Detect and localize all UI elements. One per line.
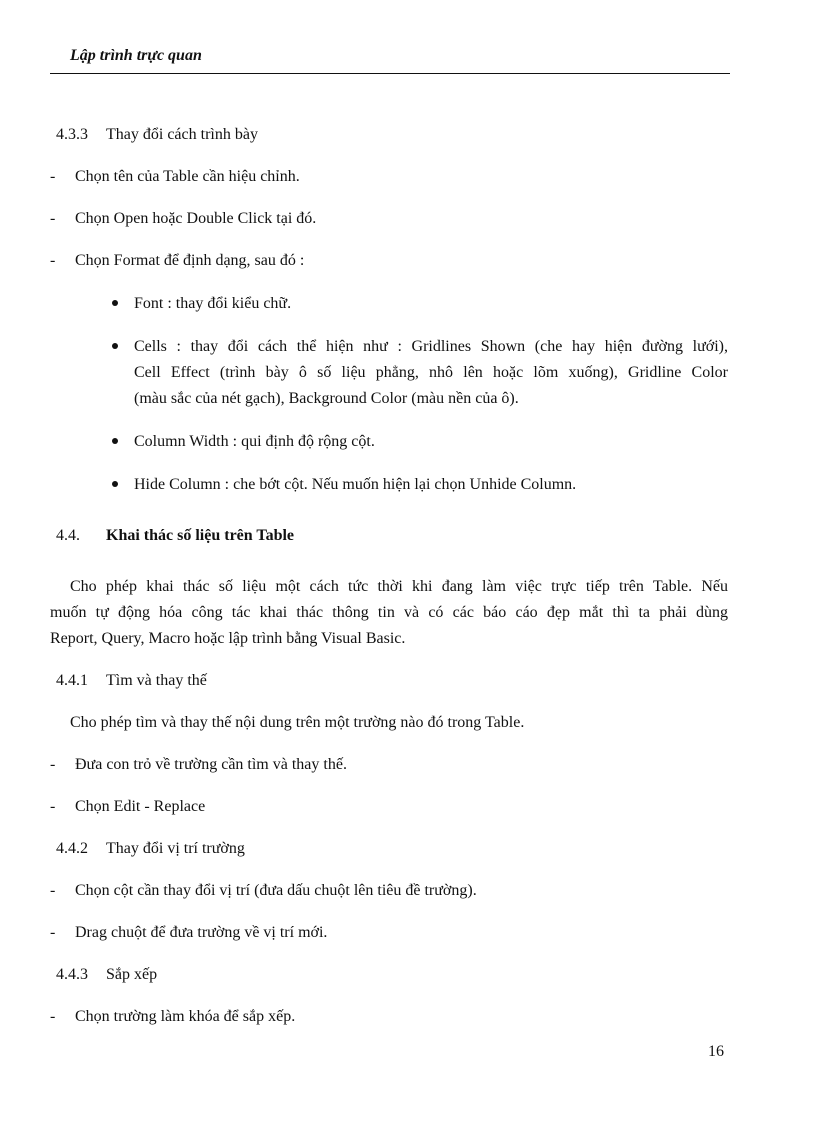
page-number: 16 (708, 1043, 724, 1060)
bullet-hide-column: Hide Column : che bớt cột. Nếu muốn hiện lại chọn Unhide Column. (134, 476, 577, 493)
dash-marker: - (50, 168, 56, 185)
subsection-number-4-3-3a: 4.3.3 (56, 126, 88, 143)
subsection-title-4-4-2: Thay đổi vị trí trường (106, 840, 245, 857)
subsection-number-4-4-3b: 4.4.3 (56, 966, 88, 983)
bullet-column-width: Column Width : qui định độ rộng cột. (134, 433, 375, 450)
bullet-icon (112, 481, 118, 487)
paragraph-4-4-line-1: Cho phép khai thác số liệu một cách tức thời khi đang làm việc trực tiếp trên Table. Nếu (70, 578, 728, 595)
step-drag-field: Drag chuột để đưa trường về vị trí mới. (75, 924, 328, 941)
section-title-4-4: Khai thác số liệu trên Table (106, 527, 295, 544)
step-select-table-name: Chọn tên của Table cần hiệu chỉnh. (75, 168, 300, 185)
dash-marker: - (50, 924, 56, 941)
dash-marker: - (50, 252, 56, 269)
step-select-column: Chọn cột cần thay đổi vị trí (đưa dấu chuột lên tiêu đề trường). (75, 882, 477, 899)
step-edit-replace: Chọn Edit - Replace (75, 798, 206, 815)
bullet-font: Font : thay đổi kiểu chữ. (134, 295, 292, 312)
bullet-cells-line-1: Cells : thay đổi cách thể hiện như : Gridlines Shown (che hay hiện đường lưới), (134, 338, 728, 355)
subsection-number-4-4-1: 4.4.1 (56, 672, 88, 689)
subsection-title-4-4-3b: Sắp xếp (106, 966, 158, 983)
bullet-icon (112, 438, 118, 444)
paragraph-4-4-1-intro: Cho phép tìm và thay thế nội dung trên một trường nào đó trong Table. (70, 714, 525, 731)
bullet-cells-line-2: Cell Effect (trình bày ô số liệu phẳng, nhô lên hoặc lõm xuống), Gridline Color (134, 364, 728, 381)
paragraph-4-4-line-2: muốn tự động hóa công tác khai thác thông tin và có các báo cáo đẹp mắt thì ta phải dùng (50, 604, 728, 621)
dash-marker: - (50, 210, 56, 227)
bullet-icon (112, 300, 118, 306)
step-choose-format: Chọn Format để định dạng, sau đó : (75, 252, 305, 269)
section-number-4-4: 4.4. (56, 527, 80, 544)
subsection-title-4-4-1: Tìm và thay thế (106, 672, 207, 689)
bullet-icon (112, 343, 118, 349)
dash-marker: - (50, 756, 56, 773)
paragraph-4-4-line-3: Report, Query, Macro hoặc lập trình bằng Visual Basic. (50, 630, 406, 647)
header-divider (50, 73, 730, 74)
bullet-cells-line-3: (màu sắc của nét gạch), Background Color (màu nền của ô). (134, 390, 519, 407)
step-move-cursor: Đưa con trỏ về trường cần tìm và thay thế. (75, 756, 347, 773)
step-select-sort-key: Chọn trường làm khóa để sắp xếp. (75, 1008, 296, 1025)
running-header-title: Lập trình trực quan (70, 47, 202, 64)
subsection-number-4-4-2: 4.4.2 (56, 840, 88, 857)
subsection-title-4-3-3a: Thay đổi cách trình bày (106, 126, 258, 143)
dash-marker: - (50, 798, 56, 815)
dash-marker: - (50, 882, 56, 899)
dash-marker: - (50, 1008, 56, 1025)
step-open-or-double-click: Chọn Open hoặc Double Click tại đó. (75, 210, 317, 227)
